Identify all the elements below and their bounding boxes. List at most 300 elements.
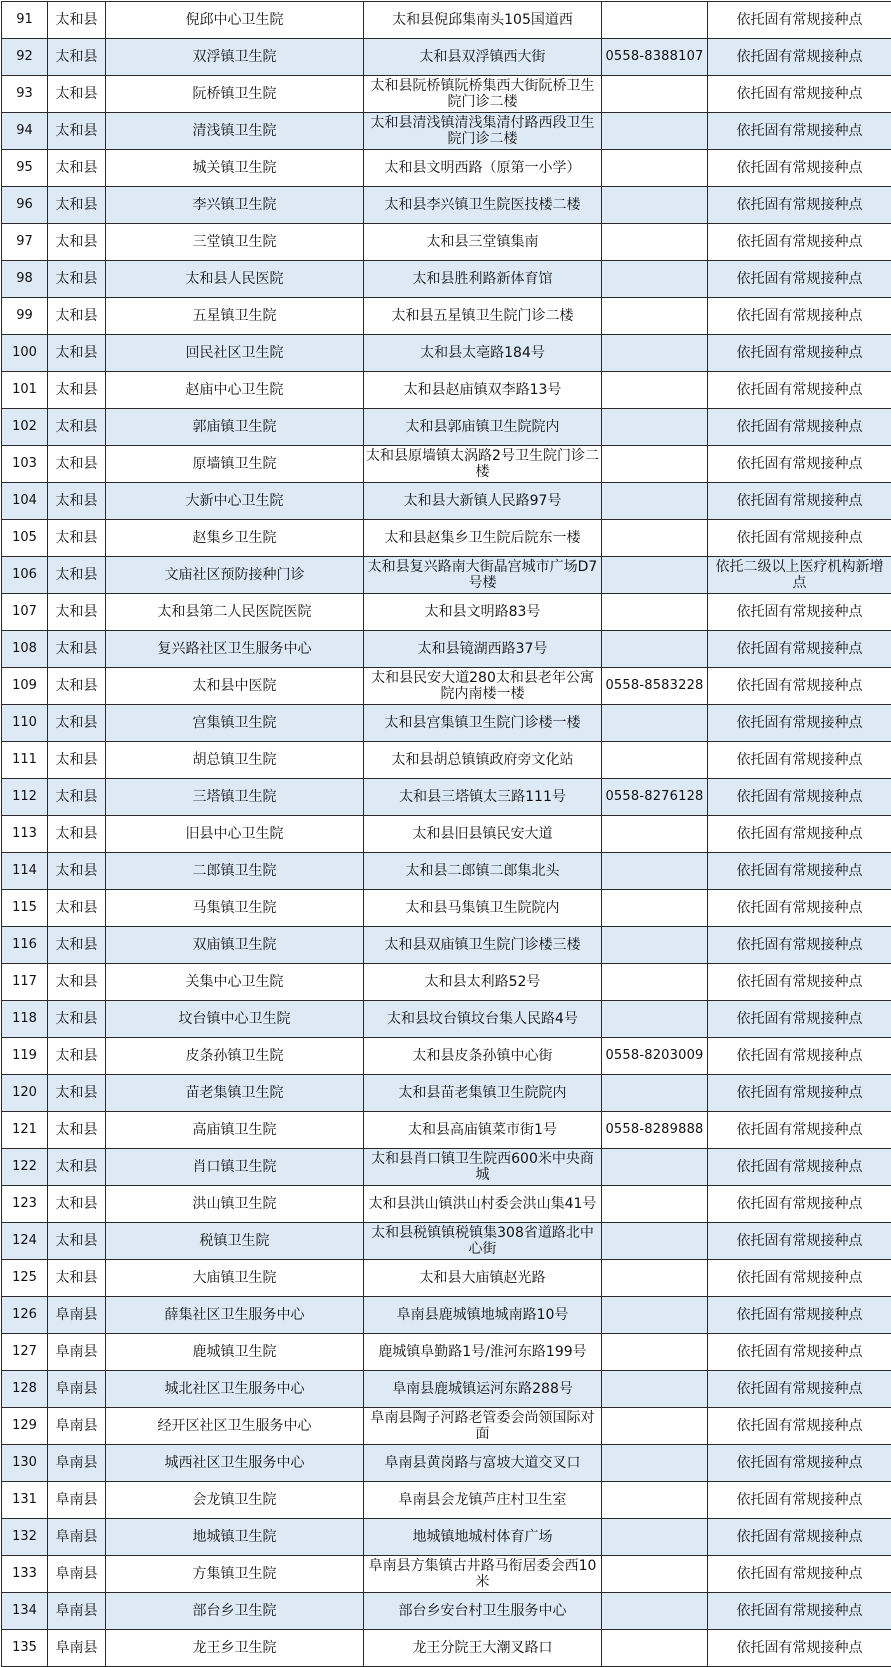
cell-county: 太和县 [48,76,106,113]
cell-address: 太和县阮桥镇阮桥集西大街阮桥卫生院门诊二楼 [364,76,602,113]
cell-county: 太和县 [48,372,106,409]
cell-name: 城西社区卫生服务中心 [106,1445,364,1482]
table-row [2,1001,891,1038]
cell-num: 118 [2,1001,48,1038]
cell-phone [602,1482,708,1519]
cell-num: 127 [2,1334,48,1371]
table-row [2,1334,891,1371]
cell-num: 133 [2,1556,48,1593]
cell-num: 114 [2,853,48,890]
cell-num: 93 [2,76,48,113]
table-row [2,39,891,76]
cell-name: 李兴镇卫生院 [106,187,364,224]
table-row [2,150,891,187]
cell-phone [602,1593,708,1630]
cell-num: 96 [2,187,48,224]
cell-address: 太和县大庙镇赵光路 [364,1260,602,1297]
cell-county: 太和县 [48,853,106,890]
cell-phone [602,1556,708,1593]
table-row [2,705,891,742]
cell-address: 太和县清浅镇清浅集清付路西段卫生院门诊二楼 [364,113,602,150]
table-row [2,557,891,594]
cell-num: 124 [2,1223,48,1260]
cell-address: 太和县坟台镇坟台集人民路4号 [364,1001,602,1038]
cell-phone [602,372,708,409]
cell-address: 阜南县陶子河路老管委会尚领国际对面 [364,1408,602,1445]
cell-county: 太和县 [48,1149,106,1186]
cell-phone: 0558-8203009 [602,1038,708,1075]
cell-type: 依托固有常规接种点 [708,816,891,853]
cell-num: 101 [2,372,48,409]
cell-name: 肖口镇卫生院 [106,1149,364,1186]
cell-phone [602,483,708,520]
cell-phone [602,853,708,890]
cell-type: 依托二级以上医疗机构新增点 [708,557,891,594]
cell-type: 依托固有常规接种点 [708,1297,891,1334]
cell-name: 二郎镇卫生院 [106,853,364,890]
cell-type: 依托固有常规接种点 [708,1112,891,1149]
cell-phone [602,594,708,631]
cell-county: 阜南县 [48,1408,106,1445]
cell-address: 太和县双浮镇西大街 [364,39,602,76]
cell-county: 太和县 [48,261,106,298]
cell-type: 依托固有常规接种点 [708,2,891,39]
table-row [2,742,891,779]
table-row [2,1482,891,1519]
table-row [2,1519,891,1556]
cell-type: 依托固有常规接种点 [708,39,891,76]
table-row [2,890,891,927]
cell-county: 太和县 [48,779,106,816]
cell-address: 太和县税镇镇税镇集308省道路北中心街 [364,1223,602,1260]
cell-type: 依托固有常规接种点 [708,1186,891,1223]
cell-address: 太和县洪山镇洪山村委会洪山集41号 [364,1186,602,1223]
cell-type: 依托固有常规接种点 [708,1260,891,1297]
cell-phone [602,2,708,39]
cell-num: 106 [2,557,48,594]
cell-phone [602,409,708,446]
cell-type: 依托固有常规接种点 [708,1001,891,1038]
cell-type: 依托固有常规接种点 [708,150,891,187]
cell-phone [602,187,708,224]
cell-phone [602,1297,708,1334]
cell-phone [602,816,708,853]
table-row [2,409,891,446]
cell-num: 99 [2,298,48,335]
cell-address: 太和县旧县镇民安大道 [364,816,602,853]
cell-phone [602,705,708,742]
cell-num: 123 [2,1186,48,1223]
cell-address: 阜南县黄岗路与富坡大道交叉口 [364,1445,602,1482]
table-row [2,1445,891,1482]
cell-name: 洪山镇卫生院 [106,1186,364,1223]
cell-num: 109 [2,668,48,705]
cell-address: 太和县文明西路（原第一小学） [364,150,602,187]
table-row [2,1408,891,1445]
cell-name: 赵庙中心卫生院 [106,372,364,409]
cell-type: 依托固有常规接种点 [708,1038,891,1075]
cell-name: 鹿城镇卫生院 [106,1334,364,1371]
cell-county: 阜南县 [48,1445,106,1482]
cell-num: 110 [2,705,48,742]
cell-county: 太和县 [48,1001,106,1038]
cell-type: 依托固有常规接种点 [708,927,891,964]
cell-name: 皮条孙镇卫生院 [106,1038,364,1075]
cell-address: 太和县胡总镇镇政府旁文化站 [364,742,602,779]
cell-name: 马集镇卫生院 [106,890,364,927]
cell-address: 太和县三塔镇太三路111号 [364,779,602,816]
cell-phone [602,1075,708,1112]
cell-type: 依托固有常规接种点 [708,224,891,261]
cell-county: 太和县 [48,298,106,335]
cell-county: 太和县 [48,187,106,224]
cell-phone [602,261,708,298]
table-row [2,1223,891,1260]
cell-type: 依托固有常规接种点 [708,261,891,298]
cell-num: 130 [2,1445,48,1482]
table-row [2,1297,891,1334]
cell-name: 倪邱中心卫生院 [106,2,364,39]
cell-type: 依托固有常规接种点 [708,1334,891,1371]
table-row [2,1260,891,1297]
cell-type: 依托固有常规接种点 [708,1519,891,1556]
cell-name: 税镇卫生院 [106,1223,364,1260]
table-row [2,1630,891,1667]
cell-name: 双浮镇卫生院 [106,39,364,76]
cell-num: 103 [2,446,48,483]
cell-num: 100 [2,335,48,372]
table-body [2,2,891,1667]
cell-address: 太和县胜利路新体育馆 [364,261,602,298]
cell-type: 依托固有常规接种点 [708,1445,891,1482]
cell-num: 111 [2,742,48,779]
cell-name: 方集镇卫生院 [106,1556,364,1593]
cell-num: 97 [2,224,48,261]
cell-type: 依托固有常规接种点 [708,113,891,150]
table-row [2,853,891,890]
cell-phone: 0558-8289888 [602,1112,708,1149]
cell-county: 太和县 [48,668,106,705]
cell-county: 阜南县 [48,1593,106,1630]
cell-name: 阮桥镇卫生院 [106,76,364,113]
cell-address: 太和县赵庙镇双李路13号 [364,372,602,409]
cell-type: 依托固有常规接种点 [708,742,891,779]
cell-address: 太和县太亳路184号 [364,335,602,372]
cell-address: 鹿城镇阜勤路1号/淮河东路199号 [364,1334,602,1371]
cell-address: 太和县苗老集镇卫生院院内 [364,1075,602,1112]
cell-num: 121 [2,1112,48,1149]
cell-name: 坟台镇中心卫生院 [106,1001,364,1038]
cell-type: 依托固有常规接种点 [708,779,891,816]
cell-name: 旧县中心卫生院 [106,816,364,853]
table-row [2,1038,891,1075]
cell-num: 113 [2,816,48,853]
cell-address: 太和县皮条孙镇中心街 [364,1038,602,1075]
cell-name: 地城镇卫生院 [106,1519,364,1556]
cell-type: 依托固有常规接种点 [708,1593,891,1630]
cell-num: 95 [2,150,48,187]
cell-num: 128 [2,1371,48,1408]
cell-phone [602,1186,708,1223]
cell-address: 太和县李兴镇卫生院医技楼二楼 [364,187,602,224]
cell-county: 太和县 [48,705,106,742]
cell-address: 太和县赵集乡卫生院后院东一楼 [364,520,602,557]
cell-num: 94 [2,113,48,150]
cell-address: 太和县双庙镇卫生院门诊楼三楼 [364,927,602,964]
cell-phone [602,1445,708,1482]
cell-county: 太和县 [48,520,106,557]
cell-type: 依托固有常规接种点 [708,631,891,668]
cell-name: 三塔镇卫生院 [106,779,364,816]
cell-type: 依托固有常规接种点 [708,1556,891,1593]
cell-address: 龙王分院王大潮叉路口 [364,1630,602,1667]
cell-type: 依托固有常规接种点 [708,1482,891,1519]
cell-address: 太和县大新镇人民路97号 [364,483,602,520]
cell-num: 105 [2,520,48,557]
cell-county: 太和县 [48,1186,106,1223]
cell-num: 132 [2,1519,48,1556]
cell-name: 太和县人民医院 [106,261,364,298]
cell-num: 116 [2,927,48,964]
cell-address: 太和县宫集镇卫生院门诊楼一楼 [364,705,602,742]
cell-type: 依托固有常规接种点 [708,335,891,372]
cell-address: 地城镇地城村体育广场 [364,1519,602,1556]
cell-phone [602,890,708,927]
table-row [2,372,891,409]
cell-name: 太和县中医院 [106,668,364,705]
cell-county: 太和县 [48,1075,106,1112]
cell-num: 126 [2,1297,48,1334]
table-row [2,446,891,483]
cell-address: 太和县肖口镇卫生院西600米中央商城 [364,1149,602,1186]
cell-num: 92 [2,39,48,76]
table-row [2,261,891,298]
table-row [2,1186,891,1223]
cell-address: 太和县文明路83号 [364,594,602,631]
cell-county: 太和县 [48,224,106,261]
table-row [2,779,891,816]
cell-type: 依托固有常规接种点 [708,1630,891,1667]
cell-county: 太和县 [48,631,106,668]
table-row [2,964,891,1001]
table-row [2,520,891,557]
table-row [2,76,891,113]
cell-county: 阜南县 [48,1630,106,1667]
table-row [2,187,891,224]
cell-address: 太和县复兴路南大街晶宫城市广场D7号楼 [364,557,602,594]
cell-phone [602,1149,708,1186]
cell-name: 苗老集镇卫生院 [106,1075,364,1112]
cell-phone [602,1371,708,1408]
cell-num: 120 [2,1075,48,1112]
cell-phone [602,1001,708,1038]
cell-name: 大新中心卫生院 [106,483,364,520]
cell-type: 依托固有常规接种点 [708,1223,891,1260]
cell-county: 太和县 [48,742,106,779]
cell-phone: 0558-8583228 [602,668,708,705]
cell-phone [602,964,708,1001]
cell-type: 依托固有常规接种点 [708,1371,891,1408]
cell-name: 三堂镇卫生院 [106,224,364,261]
cell-county: 太和县 [48,39,106,76]
cell-type: 依托固有常规接种点 [708,483,891,520]
cell-phone: 0558-8276128 [602,779,708,816]
cell-name: 太和县第二人民医院医院 [106,594,364,631]
cell-type: 依托固有常规接种点 [708,1075,891,1112]
cell-address: 太和县马集镇卫生院院内 [364,890,602,927]
table-row [2,1371,891,1408]
cell-name: 关集中心卫生院 [106,964,364,1001]
cell-name: 赵集乡卫生院 [106,520,364,557]
cell-phone [602,113,708,150]
cell-name: 薛集社区卫生服务中心 [106,1297,364,1334]
cell-name: 回民社区卫生院 [106,335,364,372]
table-row [2,816,891,853]
cell-phone [602,76,708,113]
cell-address: 太和县高庙镇菜市街1号 [364,1112,602,1149]
table-row [2,224,891,261]
cell-num: 108 [2,631,48,668]
cell-name: 龙王乡卫生院 [106,1630,364,1667]
cell-address: 太和县五星镇卫生院门诊二楼 [364,298,602,335]
table-row [2,594,891,631]
cell-county: 太和县 [48,113,106,150]
vaccination-sites-table [1,1,891,1667]
table-row [2,1556,891,1593]
cell-num: 104 [2,483,48,520]
cell-name: 清浅镇卫生院 [106,113,364,150]
cell-num: 107 [2,594,48,631]
table-row [2,483,891,520]
cell-type: 依托固有常规接种点 [708,446,891,483]
cell-address: 太和县三堂镇集南 [364,224,602,261]
cell-county: 太和县 [48,1112,106,1149]
table-row [2,631,891,668]
cell-num: 131 [2,1482,48,1519]
cell-name: 原墙镇卫生院 [106,446,364,483]
cell-phone [602,298,708,335]
cell-address: 部台乡安台村卫生服务中心 [364,1593,602,1630]
cell-county: 太和县 [48,594,106,631]
cell-num: 122 [2,1149,48,1186]
cell-type: 依托固有常规接种点 [708,520,891,557]
cell-county: 阜南县 [48,1519,106,1556]
cell-num: 102 [2,409,48,446]
cell-county: 太和县 [48,1038,106,1075]
cell-phone [602,446,708,483]
cell-phone [602,1223,708,1260]
cell-phone [602,1408,708,1445]
cell-county: 太和县 [48,557,106,594]
table-row [2,298,891,335]
cell-county: 太和县 [48,1223,106,1260]
cell-name: 宫集镇卫生院 [106,705,364,742]
cell-num: 119 [2,1038,48,1075]
cell-type: 依托固有常规接种点 [708,705,891,742]
cell-address: 阜南县鹿城镇运河东路288号 [364,1371,602,1408]
cell-type: 依托固有常规接种点 [708,668,891,705]
cell-num: 134 [2,1593,48,1630]
cell-phone [602,1334,708,1371]
cell-num: 112 [2,779,48,816]
table-row [2,1112,891,1149]
cell-county: 太和县 [48,446,106,483]
cell-type: 依托固有常规接种点 [708,964,891,1001]
cell-type: 依托固有常规接种点 [708,1408,891,1445]
cell-name: 文庙社区预防接种门诊 [106,557,364,594]
table-row [2,1149,891,1186]
cell-name: 胡总镇卫生院 [106,742,364,779]
cell-county: 太和县 [48,927,106,964]
cell-type: 依托固有常规接种点 [708,76,891,113]
cell-address: 阜南县方集镇古井路马衔居委会西10米 [364,1556,602,1593]
cell-phone [602,1260,708,1297]
cell-phone [602,631,708,668]
table-row [2,927,891,964]
cell-address: 太和县民安大道280太和县老年公寓院内南楼一楼 [364,668,602,705]
cell-phone [602,557,708,594]
cell-county: 阜南县 [48,1556,106,1593]
cell-phone [602,742,708,779]
cell-county: 太和县 [48,890,106,927]
cell-type: 依托固有常规接种点 [708,853,891,890]
cell-type: 依托固有常规接种点 [708,409,891,446]
cell-phone [602,1519,708,1556]
cell-num: 129 [2,1408,48,1445]
cell-name: 经开区社区卫生服务中心 [106,1408,364,1445]
cell-county: 阜南县 [48,1297,106,1334]
cell-county: 太和县 [48,150,106,187]
cell-address: 太和县太利路52号 [364,964,602,1001]
cell-phone [602,927,708,964]
cell-type: 依托固有常规接种点 [708,372,891,409]
table-row [2,335,891,372]
cell-type: 依托固有常规接种点 [708,298,891,335]
cell-type: 依托固有常规接种点 [708,890,891,927]
cell-phone [602,224,708,261]
cell-address: 太和县二郎镇二郎集北头 [364,853,602,890]
cell-type: 依托固有常规接种点 [708,594,891,631]
cell-name: 郭庙镇卫生院 [106,409,364,446]
cell-name: 会龙镇卫生院 [106,1482,364,1519]
cell-name: 五星镇卫生院 [106,298,364,335]
cell-address: 太和县郭庙镇卫生院院内 [364,409,602,446]
cell-type: 依托固有常规接种点 [708,1149,891,1186]
cell-name: 双庙镇卫生院 [106,927,364,964]
cell-name: 高庙镇卫生院 [106,1112,364,1149]
cell-num: 91 [2,2,48,39]
table-row [2,668,891,705]
cell-county: 太和县 [48,2,106,39]
table-row [2,2,891,39]
cell-county: 阜南县 [48,1482,106,1519]
cell-county: 太和县 [48,1260,106,1297]
cell-num: 135 [2,1630,48,1667]
cell-address: 太和县镜湖西路37号 [364,631,602,668]
table-row [2,1075,891,1112]
cell-county: 太和县 [48,483,106,520]
table-row [2,1593,891,1630]
cell-phone [602,1630,708,1667]
cell-num: 115 [2,890,48,927]
cell-phone [602,520,708,557]
cell-name: 大庙镇卫生院 [106,1260,364,1297]
cell-phone [602,150,708,187]
cell-name: 城关镇卫生院 [106,150,364,187]
cell-name: 部台乡卫生院 [106,1593,364,1630]
cell-num: 125 [2,1260,48,1297]
cell-county: 太和县 [48,335,106,372]
